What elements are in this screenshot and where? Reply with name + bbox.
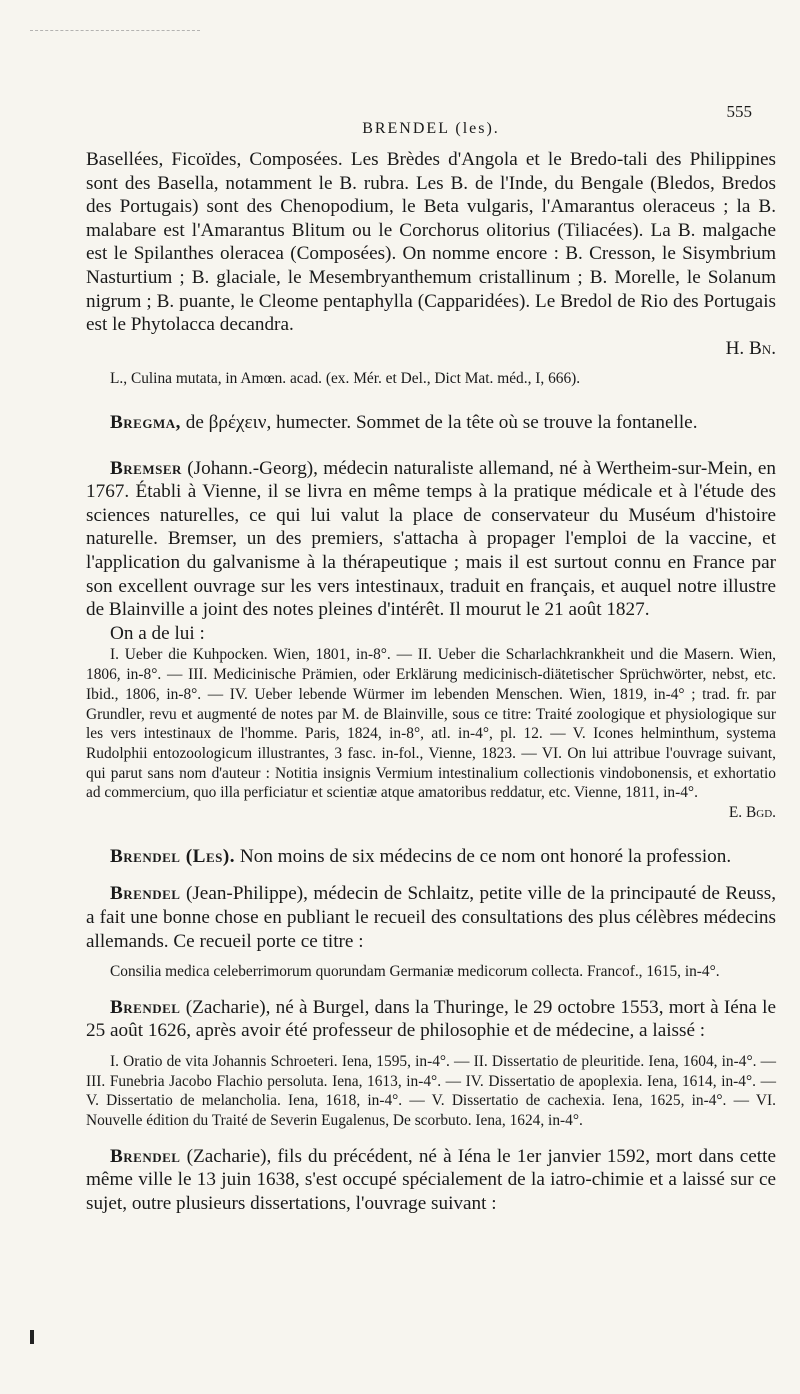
running-head: BRENDEL (les). bbox=[362, 120, 500, 137]
entry-brendel-les bbox=[86, 845, 776, 869]
headword-bremser: Bremser bbox=[110, 457, 182, 479]
margin-mark bbox=[30, 1330, 34, 1344]
entry-bremser bbox=[86, 457, 776, 622]
z1-works: I. Oratio de vita Johannis Schroeteri. Iena, 1595, in-4°. — II. Dissertatio de pleuritide. Iena, 1604, in-4°. — III. Funebria Jacobo Flachio persoluta. Iena, 1613, in-4°. — IV. Dissertatio de apoplexia. Iena, 1614, in-4°. — V. Dissertatio de melancholia. Iena, 1618, in-4°. — V. Dissertatio de cachexia. Iena, 1625, in-4°. — VI. Nouvelle édition du Traité de Severin Eugalenus, De scorbuto. Iena, 1624, in-4°. bbox=[86, 1052, 776, 1130]
scan-artifact bbox=[30, 30, 200, 39]
signature-ebgd: E. Bgd. bbox=[728, 804, 776, 822]
entry-brendel-les-text: Non moins de six médecins de ce nom ont honoré la profession. bbox=[239, 845, 732, 867]
entry-bregma bbox=[86, 411, 776, 435]
headword-bregma: Bregma, bbox=[110, 412, 181, 434]
on-a-de-lui: On a de lui : bbox=[110, 622, 205, 644]
entry-z1-text: (Zacharie), né à Burgel, dans la Thuringe, le 29 octobre 1553, mort à Iéna le 25 août 1626, après avoir été professeur de philosophie et de médecine, a laissé : bbox=[86, 996, 777, 1042]
entry-jp-text: (Jean-Philippe), médecin de Schlaitz, petite ville de la principauté de Reuss, a fait une bonne chose en publiant le recueil des consultations des plus célèbres médecins allemands. Ce recueil porte ce titre : bbox=[86, 883, 777, 952]
entry-bremser-text: (Johann.-Georg), médecin naturaliste allemand, né à Wertheim-sur-Mein, en 1767. Établi à Vienne, il se livra en même temps à la pratique médicale et à l'étude des sciences naturelles, ce qui lui valut la place de conservateur du Muséum d'histoire naturelle. Bremser, un des premiers, s'attacha à propager l'emploi de la vaccine, et l'application du galvanisme à la thérapeutique ; mais il est surtout connu en France par son excellent ouvrage sur les vers intestinaux, traduit en français, et auquel notre illustre de Blainville a joint des notes pleines d'intérêt. Il mourut le 21 août 1827. bbox=[86, 457, 776, 621]
reference-culina: L., Culina mutata, in Amœn. acad. (ex. Mér. et Del., Dict Mat. méd., I, 666). bbox=[110, 370, 581, 388]
paragraph-bredes bbox=[86, 148, 776, 360]
entry-z2-text: (Zacharie), fils du précédent, né à Iéna le 1er janvier 1592, mort dans cette même ville le 13 juin 1638, s'est occupé spécialement de la iatro-chimie et a laissé sur ce sujet, outre plusieurs dissertations, l'ouvrage suivant : bbox=[86, 1145, 776, 1214]
signature-hbn: H. Bn. bbox=[725, 337, 776, 359]
headword-brendel-les: Brendel (Les). bbox=[110, 845, 236, 867]
bremser-works-text: I. Ueber die Kuhpocken. Wien, 1801, in-8°. — II. Ueber die Scharlachkrankheit und die Masern. Wien, 1806, in-8°. — III. Medicinische Prämien, oder Erklärung medicinisch-diätetischer Sprüchwörter, nebst, etc. Ibid., 1806, in-8°. — IV. Ueber lebende Würmer im lebenden Menschen. Wien, 1819, in-4° ; trad. fr. par Grundler, revu et augmenté de notes par M. de Blainville, sous ce titre: Traité zoologique et physiologique sur les vers intestinaux de l'homme. Paris, 1824, in-8°, atl. in-4°, pl. 12. — V. Icones helminthum, systema Rudolphii entozoologicum illustrantes, 3 fasc. in-fol., Vienne, 1823. — VI. On lui attribue l'ouvrage suivant, qui parut sans nom d'auteur : Notitia insignis Vermium intestinalium collectionis vindobonensis, et exhortatio ad commercium, quo illa perficiatur et scientiæ atque amatoribus reddatur, etc. Vienne, 1811, in-4°. bbox=[86, 646, 776, 802]
paragraph-bredes-text: Basellées, Ficoïdes, Composées. Les Brèdes d'Angola et le Bredo-tali des Philippines sont des Basella, notamment le B. rubra. Les B. de l'Inde, du Bengale (Bledos, Bredos des Portugais) sont des Chenopodium, le Beta vulgaris, l'Amarantus oleraceus ; la B. malabare est l'Amarantus Blitum ou le Corchorus olitorius (Tiliacées). La B. malgache est le Spilanthes oleracea (Composées). On nomme encore : B. Cresson, le Sisymbrium Nasturtium ; B. glaciale, le Mesembryanthemum cristallinum ; B. Morelle, le Solanum nigrum ; B. puante, le Cleome pentaphylla (Capparidées). Le Bredol de Rio des Portugais est le Phytolacca decandra. bbox=[86, 149, 776, 336]
entry-brendel-zacharie-1 bbox=[86, 996, 776, 1043]
entry-bregma-text: de βρέχειν, humecter. Sommet de la tête où se trouve la fontanelle. bbox=[185, 412, 698, 434]
headword-brendel-z2: Brendel bbox=[110, 1145, 181, 1167]
bremser-works bbox=[86, 645, 776, 822]
entry-brendel-zacharie-2 bbox=[86, 1145, 776, 1216]
headword-brendel-z1: Brendel bbox=[110, 996, 181, 1018]
jp-work: Consilia medica celeberrimorum quorundam Germaniæ medicorum collecta. Francof., 1615, in-4°. bbox=[110, 963, 720, 981]
page-body bbox=[86, 148, 776, 1216]
page-number: 555 bbox=[726, 102, 752, 121]
entry-brendel-jean-philippe bbox=[86, 882, 776, 953]
headword-brendel-jp: Brendel bbox=[110, 883, 181, 905]
